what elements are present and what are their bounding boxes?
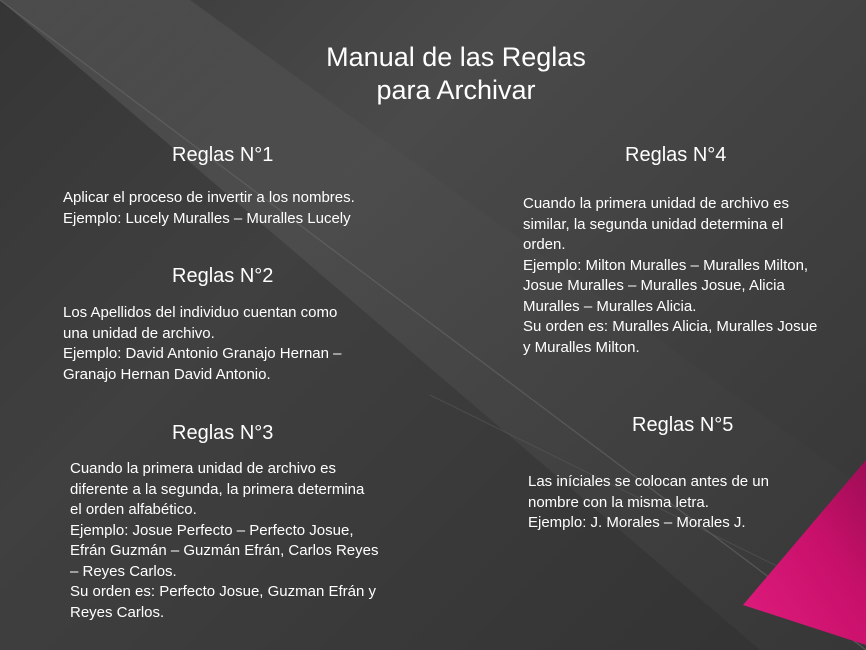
rule-1-line: Ejemplo: Lucely Muralles – Muralles Lucely [63, 209, 351, 227]
rule-2-line: Granajo Hernan David Antonio. [63, 365, 271, 383]
rule-3-line: Su orden es: Perfecto Josue, Guzman Efrán y [70, 583, 376, 600]
rule-3-body [70, 459, 430, 623]
rule-5-body [528, 472, 858, 534]
rule-1-line: Aplicar el proceso de invertir a los nombres. [63, 189, 355, 206]
rule-4-line: similar, la segunda unidad determina el [523, 215, 784, 233]
title-line-1: Manual de las Reglas [326, 42, 586, 72]
page-title [256, 41, 656, 107]
rule-1-body [63, 188, 423, 229]
rule-3-line: Efrán Guzmán – Guzmán Efrán, Carlos Reyes [70, 542, 379, 559]
rule-4-line: orden. [523, 236, 566, 253]
rule-3-line: Ejemplo: Josue Perfecto – Perfecto Josue, [70, 521, 354, 539]
title-line-2: para Archivar [376, 75, 536, 105]
rule-4-line: Josue Muralles – Muralles Josue, Alicia [523, 277, 785, 294]
rule-4-heading: Reglas N°4 [625, 144, 727, 166]
rule-5-line: Las iníciales se colocan antes de un [528, 473, 769, 490]
rule-4-line: y Muralles Milton. [523, 338, 640, 356]
rule-2-heading: Reglas N°2 [172, 265, 274, 287]
rule-3-line: – Reyes Carlos. [70, 562, 177, 580]
rule-5-heading: Reglas N°5 [632, 414, 734, 436]
rule-5-line: Ejemplo: J. Morales – Morales J. [528, 514, 746, 531]
rule-2-line: Ejemplo: David Antonio Granajo Hernan – [63, 345, 342, 362]
rule-4-line: Muralles – Muralles Alicia. [523, 297, 697, 315]
rule-5-line: nombre con la misma letra. [528, 493, 709, 511]
rule-3-line: el orden alfabético. [70, 501, 197, 518]
rule-4-line: Ejemplo: Milton Muralles – Muralles Milton, [523, 256, 809, 274]
rule-1-heading: Reglas N°1 [172, 144, 274, 166]
rule-4-line: Su orden es: Muralles Alicia, Muralles Josue [523, 318, 818, 335]
rule-3-line: diferente a la segunda, la primera determina [70, 480, 365, 498]
rule-3-line: Reyes Carlos. [70, 603, 165, 621]
rule-2-body [63, 303, 423, 385]
rule-3-heading: Reglas N°3 [172, 422, 274, 444]
rule-2-line: Los Apellidos del individuo cuentan como [63, 304, 338, 321]
rule-4-line: Cuando la primera unidad de archivo es [523, 195, 789, 212]
rule-3-line: Cuando la primera unidad de archivo es [70, 460, 336, 477]
rule-4-body [523, 194, 863, 358]
rule-2-line: una unidad de archivo. [63, 324, 215, 342]
